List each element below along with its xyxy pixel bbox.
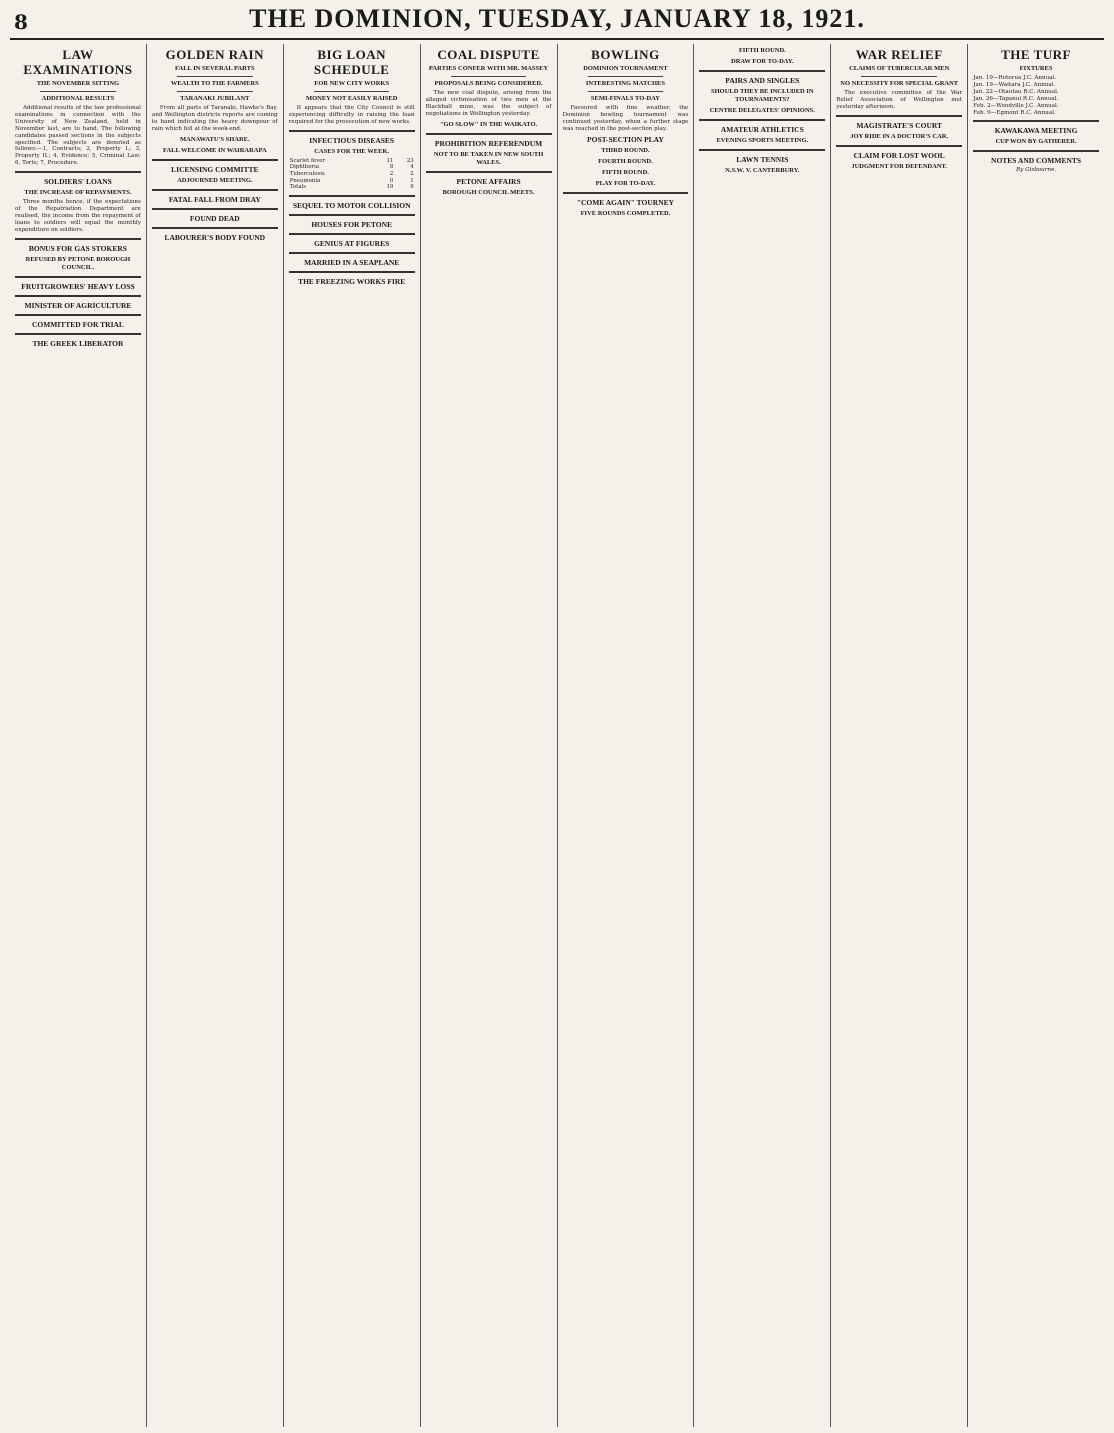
subhead: JUDGMENT FOR DEFENDANT. xyxy=(851,162,947,170)
subhead: ADJOURNED MEETING. xyxy=(177,176,253,184)
headline-come-again: "COME AGAIN" TOURNEY xyxy=(576,197,675,207)
headline-law-examinations: LAW EXAMINATIONS xyxy=(23,47,133,77)
headline-prohibition: PROHIBITION REFERENDUM xyxy=(434,138,543,148)
fixture-item: Feb. 9—Egmont R.C. Annual. xyxy=(973,109,1056,116)
subhead: CUP WON BY GATHERER. xyxy=(995,138,1077,146)
subhead: FOR NEW CITY WORKS xyxy=(314,80,390,87)
headline-genius-figures: GENIUS AT FIGURES xyxy=(314,238,390,248)
subhead: ADDITIONAL RESULTS xyxy=(41,95,115,102)
subhead: FALL WELCOME IN WAIRARAPA xyxy=(162,146,267,154)
subhead: CENTRE DELEGATES' OPINIONS. xyxy=(709,107,815,114)
headline-notes-comments: NOTES AND COMMENTS xyxy=(991,156,1082,166)
headline-coal-dispute: COAL DISPUTE xyxy=(437,47,540,62)
fixture-item: Jan. 19—Waitara J.C. Annual. xyxy=(973,81,1056,88)
subhead: JOY RIDE IN A DOCTOR'S CAR. xyxy=(850,132,949,140)
subhead: FIFTH ROUND. xyxy=(738,47,786,54)
subhead: SHOULD THEY BE INCLUDED IN TOURNAMENTS? xyxy=(711,88,814,103)
newspaper-title: THE DOMINION, TUESDAY, JANUARY 18, 1921. xyxy=(249,4,865,33)
subhead: MANAWATU'S SHARE. xyxy=(180,135,250,143)
headline-war-relief: WAR RELIEF xyxy=(855,47,943,62)
subhead: REFUSED BY PETONE BOROUGH COUNCIL. xyxy=(25,255,131,271)
headline-committed-trial: COMMITTED FOR TRIAL xyxy=(31,319,124,329)
subhead: THE INCREASE OF REPAYMENTS. xyxy=(24,189,132,197)
article-text: Additional results of the law professional examinations in connection with the University of New Zealand, held in November last, are to hand. The following candidates passed sections in the subjects specified. The subjects are denoted as follows:—1, Contracts; 2, Property I.; 3, Property II.; 4, Evidence; 5, Criminal Law; 6, Torts; 7, Procedure. xyxy=(15,105,141,167)
headline-big-loan: BIG LOAN SCHEDULE xyxy=(313,47,390,77)
subhead: PROPOSALS BEING CONSIDERED. xyxy=(434,80,543,87)
subhead: BOROUGH COUNCIL MEETS. xyxy=(442,188,535,196)
column-6 xyxy=(694,44,831,1427)
headline-the-turf: THE TURF xyxy=(1001,47,1071,62)
headline-minister-agriculture: MINISTER OF AGRICULTURE xyxy=(24,300,132,310)
column-2 xyxy=(147,44,284,1427)
headline-freezing-works: THE FREEZING WORKS FIRE xyxy=(298,276,406,286)
subhead: INTERESTING MATCHES xyxy=(585,80,666,87)
headline-motor-collision: SEQUEL TO MOTOR COLLISION xyxy=(292,200,411,210)
headline-lawn-tennis: LAWN TENNIS xyxy=(736,155,789,164)
fixture-item: Jan. 26—Tapanui R.C. Annual. xyxy=(973,95,1059,102)
table-row: Pneumonia 0 1 xyxy=(289,177,414,184)
headline-licensing: LICENSING COMMITTE xyxy=(171,164,259,174)
subhead: POST-SECTION PLAY xyxy=(587,134,664,144)
subhead: WEALTH TO THE FARMERS xyxy=(170,80,259,87)
fixture-item: Jan. 22—Otautau R.C. Annual. xyxy=(973,88,1059,95)
subhead: CASES FOR THE WEEK. xyxy=(314,147,390,155)
subhead: "GO SLOW" IN THE WAIKATO. xyxy=(439,120,538,128)
subhead: NOT TO BE TAKEN IN NEW SOUTH WALES. xyxy=(433,150,544,166)
subhead: TARANAKI JUBILANT xyxy=(180,95,250,102)
headline-labourers-body: LABOURER'S BODY FOUND xyxy=(164,232,266,242)
subhead: THIRD ROUND. xyxy=(601,146,650,154)
byline: By Gisbourne. xyxy=(1016,167,1057,174)
headline-amateur-athletics: AMATEUR ATHLETICS xyxy=(720,125,804,134)
subhead: FALL IN SEVERAL PARTS xyxy=(175,65,255,72)
fixture-item: Feb. 2—Woodville J.C. Annual. xyxy=(973,102,1059,109)
headline-magistrates-court: MAGISTRATE'S COURT xyxy=(856,120,943,130)
subhead: THE NOVEMBER SITTING xyxy=(36,80,120,87)
subhead: FOURTH ROUND. xyxy=(598,157,653,165)
disease-table xyxy=(289,158,415,191)
headline-gas-stokers: BONUS FOR GAS STOKERS xyxy=(28,243,127,253)
masthead xyxy=(10,4,1104,40)
article-text: The executive committee of the War Relief Association of Wellington met yesterday afternoon. xyxy=(836,90,963,110)
fixture-item: Jan. 19—Rotorua J.C. Annual. xyxy=(973,75,1057,81)
article-text: The new coal dispute, arising from the alleged victimisation of two men at the Blackball mine, was the subject of negotiations in Wellington yesterday. xyxy=(425,90,552,117)
column-3 xyxy=(284,44,421,1427)
subhead: NO NECESSITY FOR SPECIAL GRANT xyxy=(840,80,959,87)
headline-greek-liberator: THE GREEK LIBERATOR xyxy=(32,338,124,348)
column-7 xyxy=(831,44,968,1427)
headline-pairs-singles: PAIRS AND SINGLES xyxy=(725,76,800,85)
table-row: Scarlet fever 11 23 xyxy=(289,157,414,164)
subhead: FIFTH ROUND. xyxy=(601,168,649,176)
table-row: Tuberculosis 2 2 xyxy=(289,170,414,177)
column-8 xyxy=(968,44,1104,1427)
column-4 xyxy=(421,44,558,1427)
headline-soldiers-loans: SOLDIERS' LOANS xyxy=(44,177,112,187)
article-text: Favoured with fine weather, the Dominion bowling tournament was continued yesterday, when a further stage was reached in the post-section play. xyxy=(562,105,689,132)
article-text: From all parts of Taranaki, Hawke's Bay, and Wellington districts reports are coming to hand indicating the heavy downpour of rain which fell at the week-end. xyxy=(151,105,278,132)
headline-lost-wool: CLAIM FOR LOST WOOL xyxy=(853,150,945,160)
subhead: FIXTURES xyxy=(1019,65,1053,72)
columns xyxy=(10,44,1104,1427)
table-row: Diphtheria 8 4 xyxy=(289,164,414,171)
subhead: MONEY NOT EASILY RAISED xyxy=(305,95,398,102)
headline-petone-affairs: PETONE AFFAIRS xyxy=(456,176,521,186)
article-text: Three months hence, if the expectations of the Repatriation Department are realised, the income from the repayment of loans to soldiers will equal the monthly expenditure on soldiers. xyxy=(15,199,141,233)
table-row: Totals 19 9 xyxy=(289,184,414,191)
headline-bowling: BOWLING xyxy=(591,47,660,62)
subhead: DRAW FOR TO-DAY. xyxy=(731,58,794,65)
headline-infectious-diseases: INFECTIOUS DISEASES xyxy=(309,135,395,145)
subhead: CLAIMS OF TUBERCULAR MEN xyxy=(849,65,950,72)
headline-houses-petone: HOUSES FOR PETONE xyxy=(311,219,393,229)
subhead: SEMI-FINALS TO-DAY xyxy=(590,95,660,102)
subhead: PLAY FOR TO-DAY. xyxy=(595,179,656,187)
page-number: 8 xyxy=(14,10,28,34)
subhead: DOMINION TOURNAMENT xyxy=(583,65,668,72)
headline-fruitgrowers: FRUITGROWERS' HEAVY LOSS xyxy=(21,281,135,291)
column-1 xyxy=(10,44,147,1427)
subhead: N.S.W. V. CANTERBURY. xyxy=(725,167,800,174)
headline-golden-rain: GOLDEN RAIN xyxy=(165,47,264,62)
article-text: It appears that the City Council is still experiencing difficulty in raising the loan required for the prosecution of new works. xyxy=(288,105,415,125)
headline-kawakawa: KAWAKAWA MEETING xyxy=(994,126,1078,136)
subhead: PARTIES CONFER WITH MR. MASSEY xyxy=(428,65,549,72)
headline-seaplane: MARRIED IN A SEAPLANE xyxy=(304,257,400,267)
headline-found-dead: FOUND DEAD xyxy=(189,213,240,223)
subhead: EVENING SPORTS MEETING. xyxy=(716,137,809,144)
subhead: FIVE ROUNDS COMPLETED. xyxy=(580,209,671,217)
column-5 xyxy=(558,44,695,1427)
headline-fatal-fall: FATAL FALL FROM DRAY xyxy=(168,194,261,204)
